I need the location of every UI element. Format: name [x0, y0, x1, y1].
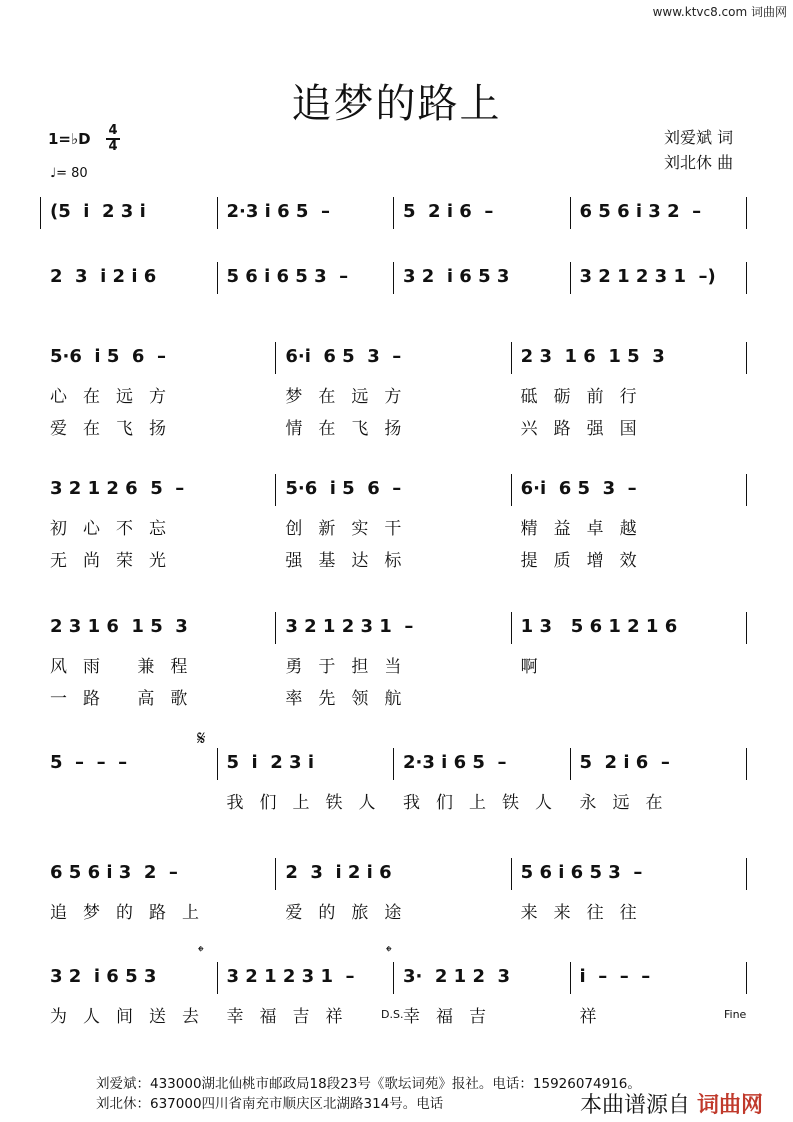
measure-notes: 3 2 i 6 5 3	[50, 966, 157, 987]
lyric-line-1: 永远在	[579, 793, 679, 813]
barline	[746, 197, 747, 229]
measure-notes: 6 5 6 i 3 2 –	[579, 201, 702, 222]
lyric-line-1: 风雨 兼程	[50, 657, 204, 677]
lyric-line-2: 一路 高歌	[50, 689, 204, 709]
song-title: 追梦的路上	[291, 81, 502, 127]
measure-notes: 3· 2 1 2 3	[403, 966, 511, 987]
footer-composer-contact: 刘北休：637000四川省南充市顺庆区北湖路314号。电话	[96, 1096, 444, 1112]
measure-notes: 5 i 2 3 i	[226, 752, 315, 773]
lyric-line-1: 爱的旅途	[285, 903, 418, 923]
measure-notes: 2 3 i 2 i 6	[50, 266, 157, 287]
brand-badge	[580, 1088, 763, 1119]
brand-text: 本曲谱源自	[579, 1093, 690, 1118]
lyric-line-1: 梦在远方	[285, 387, 418, 407]
measure-notes: 5 6 i 6 5 3 –	[226, 266, 349, 287]
ds-mark: D.S.	[381, 1008, 404, 1021]
measure-notes: 6·i 6 5 3 –	[520, 478, 637, 499]
barline	[275, 612, 276, 644]
barline	[217, 962, 218, 994]
measure-notes: 5 2 i 6 –	[403, 201, 494, 222]
measure-notes: 3 2 i 6 5 3	[403, 266, 510, 287]
barline	[40, 197, 41, 229]
measure-notes: 2 3 1 6 1 5 3	[50, 616, 188, 637]
barline	[570, 962, 571, 994]
lyric-line-2: 提质增效	[520, 551, 653, 571]
lyric-line-1: 我们上铁人	[403, 793, 568, 813]
barline	[511, 474, 512, 506]
tempo-mark: ♩= 80	[50, 166, 88, 181]
barline	[746, 748, 747, 780]
lyric-line-2: 强基达标	[285, 551, 418, 571]
barline	[393, 197, 394, 229]
barline	[511, 612, 512, 644]
lyric-line-2: 爱在飞扬	[50, 419, 182, 439]
lyric-line-1: 勇于担当	[285, 657, 418, 677]
time-sig-bottom: 4	[108, 139, 118, 154]
lyric-line-1: 幸福吉	[403, 1007, 502, 1027]
lyric-line-2: 情在飞扬	[285, 419, 418, 439]
barline	[275, 858, 276, 890]
lyric-line-2: 率先领航	[285, 689, 418, 709]
key-signature: 1=♭D	[48, 130, 91, 148]
barline	[217, 197, 218, 229]
measure-notes: 5·6 i 5 6 –	[285, 478, 402, 499]
barline	[746, 612, 747, 644]
barline	[217, 748, 218, 780]
barline	[511, 342, 512, 374]
measure-notes: 3 2 1 2 6 5 –	[50, 478, 185, 499]
measure-notes: 2·3 i 6 5 –	[403, 752, 507, 773]
lyric-line-1: 我们上铁人	[226, 793, 392, 813]
coda-sign-1: 𝄌	[198, 942, 204, 961]
barline	[746, 262, 747, 294]
measure-notes: 2·3 i 6 5 –	[226, 201, 330, 222]
barline	[393, 262, 394, 294]
time-sig-top: 4	[108, 123, 118, 138]
lyric-line-1: 追梦的路上	[50, 903, 215, 923]
barline	[746, 474, 747, 506]
footer-lyricist-contact: 刘爱斌：433000湖北仙桃市邮政局18段23号《歌坛词苑》报社。电话：15926074916。	[96, 1076, 641, 1092]
measure-notes: 5 6 i 6 5 3 –	[520, 862, 643, 883]
barline	[746, 962, 747, 994]
measure-notes: 2 3 1 6 1 5 3	[520, 346, 665, 367]
measure-notes: 3 2 1 2 3 1 –	[226, 966, 355, 987]
composer-credit: 刘北休 曲	[664, 153, 734, 172]
lyric-line-1: 啊	[520, 657, 554, 677]
measure-notes: i – – –	[579, 966, 651, 987]
lyric-line-1: 精益卓越	[520, 519, 653, 539]
barline	[393, 748, 394, 780]
measure-notes: 1 3 5 6 1 2 1 6	[520, 616, 678, 637]
lyricist-credit: 刘爱斌 词	[664, 128, 734, 147]
lyric-line-1: 砥砺前行	[520, 387, 653, 407]
lyric-line-1: 来来往往	[520, 903, 653, 923]
measure-notes: 6 5 6 i 3 2 –	[50, 862, 178, 883]
lyric-line-1: 祥	[579, 1007, 613, 1027]
barline	[511, 858, 512, 890]
measure-notes: 5·6 i 5 6 –	[50, 346, 166, 367]
segno-sign: 𝄋	[197, 726, 206, 750]
site-header: www.ktvc8.com 词曲网	[652, 5, 787, 19]
lyric-line-1: 幸福吉祥	[226, 1007, 359, 1027]
lyric-line-2: 无尚荣光	[50, 551, 182, 571]
lyric-line-1: 初心不忘	[50, 519, 182, 539]
measure-notes: 3 2 1 2 3 1 –)	[579, 266, 716, 287]
measure-notes: 3 2 1 2 3 1 –	[285, 616, 414, 637]
measure-notes: 2 3 i 2 i 6	[285, 862, 392, 883]
barline	[393, 962, 394, 994]
barline	[746, 342, 747, 374]
lyric-line-1: 为人间送去	[50, 1007, 215, 1027]
measure-notes: 5 2 i 6 –	[579, 752, 670, 773]
lyric-line-1: 心在远方	[50, 387, 182, 407]
lyric-line-1: 创新实干	[285, 519, 418, 539]
lyric-line-2: 兴路强国	[520, 419, 653, 439]
barline	[275, 474, 276, 506]
time-signature	[106, 124, 120, 154]
measure-notes: (5 i 2 3 i	[50, 201, 146, 222]
brand-logo-text: 词曲网	[696, 1093, 763, 1118]
fine-mark: Fine	[724, 1008, 747, 1021]
coda-sign-2: 𝄌	[386, 942, 392, 961]
barline	[217, 262, 218, 294]
barline	[746, 858, 747, 890]
barline	[570, 748, 571, 780]
barline	[570, 197, 571, 229]
measure-notes: 6·i 6 5 3 –	[285, 346, 402, 367]
barline	[570, 262, 571, 294]
measure-notes: 5 – – –	[50, 752, 128, 773]
barline	[275, 342, 276, 374]
